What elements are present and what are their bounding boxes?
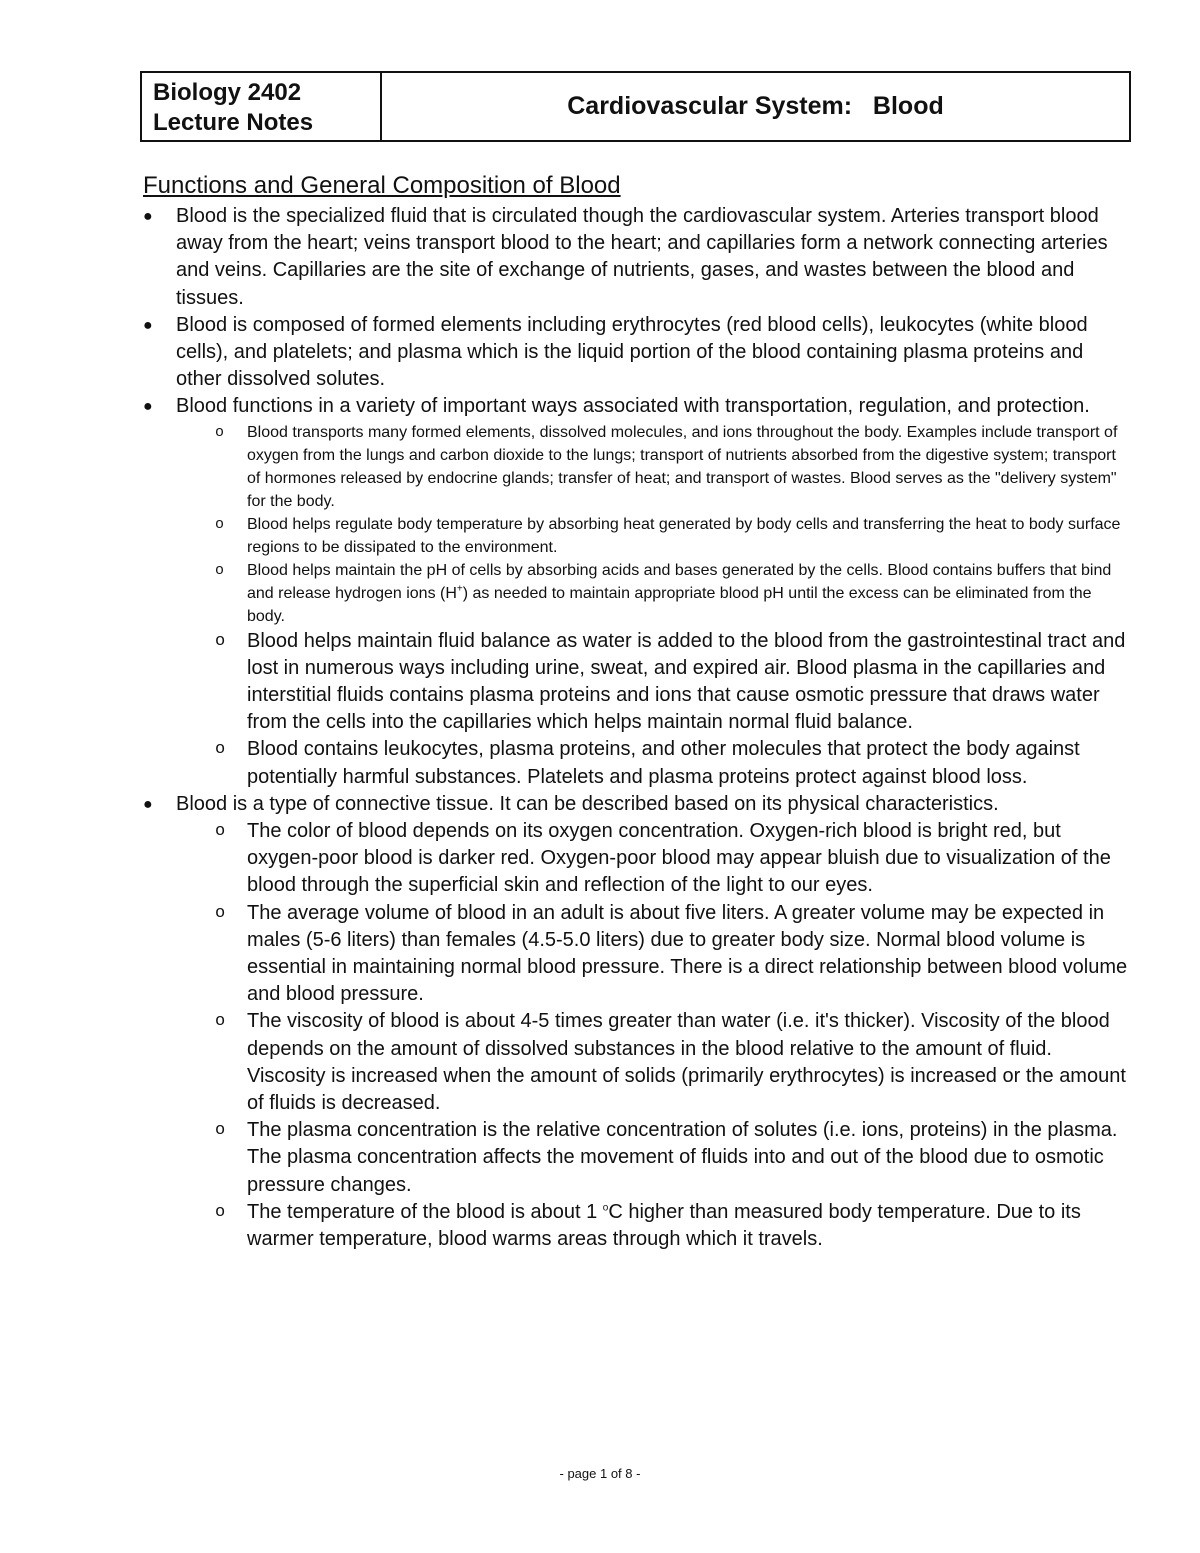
sub-list-item: [176, 513, 1133, 559]
list-item: [143, 393, 1133, 790]
sub-item-text-part: ) as needed to maintain appropriate blood pH until the excess can be eliminated from the body.: [247, 584, 1092, 625]
sub-item-text: The plasma concentration is the relative concentration of solutes (i.e. ions, proteins) in the plasma. The plasma concentration affects the movement of fluids into and out of the blood due to osmotic pressure changes.: [247, 1119, 1118, 1196]
circle-bullet-icon: o: [215, 561, 225, 579]
bullet-icon: ●: [143, 208, 153, 225]
sub-list-item: [176, 628, 1133, 737]
sub-item-text: [247, 562, 1111, 625]
bullet-icon: ●: [143, 398, 153, 416]
list-item: [143, 203, 1133, 312]
circle-bullet-icon: o: [215, 1012, 226, 1032]
sub-item-text: The average volume of blood in an adult is about five liters. A greater volume may be expected in males (5-6 liters) than females (4.5-5.0 liters) due to greater body size. Normal blood volume is essential in maintaining normal blood pressure. There is a direct relationship between blood volume and blood pressure.: [247, 901, 1128, 1006]
list-item-text: Blood is a type of connective tissue. It can be described based on its physical characteristics.: [176, 792, 999, 815]
circle-bullet-icon: o: [215, 631, 226, 651]
list-item-text: Blood is the specialized fluid that is circulated though the cardiovascular system. Arteries transport blood away from the heart; veins transport blood to the heart; and capillaries form a network connecting arteries and veins. Capillaries are the site of exchange of nutrients, gases, and wastes between the blood and tissues.: [176, 205, 1108, 309]
sub-item-text-part: C higher than measured body temperature. Due to its warmer temperature, blood warms areas through which it travels.: [247, 1200, 1081, 1251]
course-title: Biology 2402: [153, 79, 302, 106]
sub-item-text: Blood contains leukocytes, plasma proteins, and other molecules that protect the body against potentially harmful substances. Platelets and plasma proteins protect against blood loss.: [247, 738, 1080, 788]
superscript: +: [456, 583, 463, 595]
course-cell: [142, 73, 382, 140]
sub-item-text: Blood helps maintain fluid balance as water is added to the blood from the gastrointestinal tract and lost in numerous ways including urine, sweat, and expired air. Blood plasma in the capillaries and interstitial fluids contains plasma proteins and ions that cause osmotic pressure that draws water from the cells into the capillaries which helps maintain normal fluid balance.: [247, 629, 1126, 734]
bullet-list: [143, 203, 1133, 1253]
circle-bullet-icon: o: [215, 903, 226, 923]
sub-item-text: [247, 1201, 1081, 1250]
superscript: o: [602, 1202, 609, 1214]
sub-list-item: [176, 736, 1133, 790]
circle-bullet-icon: o: [215, 1121, 226, 1141]
list-item: [143, 791, 1133, 1253]
circle-bullet-icon: o: [215, 740, 226, 760]
sub-item-text-part: Blood helps maintain the pH of cells by absorbing acids and bases generated by the cells. Blood contains buffers that bind and release hydrogen ions (H: [247, 561, 1112, 602]
list-item-text: Blood functions in a variety of important ways associated with transportation, regulation, and protection.: [176, 395, 1090, 418]
sub-item-text: Blood transports many formed elements, dissolved molecules, and ions throughout the body. Examples include transport of oxygen from the lungs and carbon dioxide to the lungs; transport of nutrients absorbed from the digestive system; transport of hormones released by endocrine glands; transfer of heat; and transport of wastes. Blood serves as the "delivery system" for the body.: [247, 423, 1118, 510]
sub-list: [176, 818, 1133, 1253]
sub-item-text-part: The temperature of the blood is about 1: [247, 1200, 603, 1223]
topic-title: Cardiovascular System: Blood: [567, 92, 944, 120]
sub-list-item: [176, 1199, 1133, 1253]
course-subtitle: Lecture Notes: [153, 109, 314, 136]
sub-item-text: The color of blood depends on its oxygen concentration. Oxygen-rich blood is bright red, but oxygen-poor blood is darker red. Oxygen-poor blood may appear bluish due to visualization of the blood through the superficial skin and reflection of the light to our eyes.: [247, 820, 1111, 897]
section-heading: Functions and General Composition of Blood: [143, 172, 621, 199]
bullet-icon: ●: [143, 316, 153, 334]
list-item: [143, 312, 1133, 394]
sub-list-item: [176, 1008, 1133, 1117]
sub-list-item: [176, 818, 1133, 900]
circle-bullet-icon: o: [215, 822, 226, 842]
sub-list-item: [176, 421, 1133, 513]
circle-bullet-icon: o: [215, 515, 225, 533]
circle-bullet-icon: o: [215, 423, 225, 441]
bullet-icon: ●: [143, 795, 153, 813]
circle-bullet-icon: o: [215, 1202, 226, 1222]
header-table: [140, 71, 1131, 142]
list-item-text: Blood is composed of formed elements including erythrocytes (red blood cells), leukocytes (white blood cells), and platelets; and plasma which is the liquid portion of the blood containing plasma proteins and other dissolved solutes.: [176, 313, 1088, 391]
sub-list: [176, 421, 1133, 791]
document-body: [143, 169, 1133, 1253]
sub-list-item: [176, 559, 1133, 628]
sub-item-text: The viscosity of blood is about 4-5 times greater than water (i.e. it's thicker). Viscosity of the blood depends on the amount of dissolved substances in the blood relative to the amount of fluid. Viscosity is increased when the amount of solids (primarily erythrocytes) is increased or the amount of fluids is decreased.: [247, 1010, 1126, 1115]
sub-list-item: [176, 900, 1133, 1009]
sub-item-text: Blood helps regulate body temperature by absorbing heat generated by body cells and transferring the heat to body surface regions to be dissipated to the environment.: [247, 515, 1121, 556]
sub-list-item: [176, 1117, 1133, 1199]
page-footer: - page 1 of 8 -: [559, 1466, 641, 1481]
